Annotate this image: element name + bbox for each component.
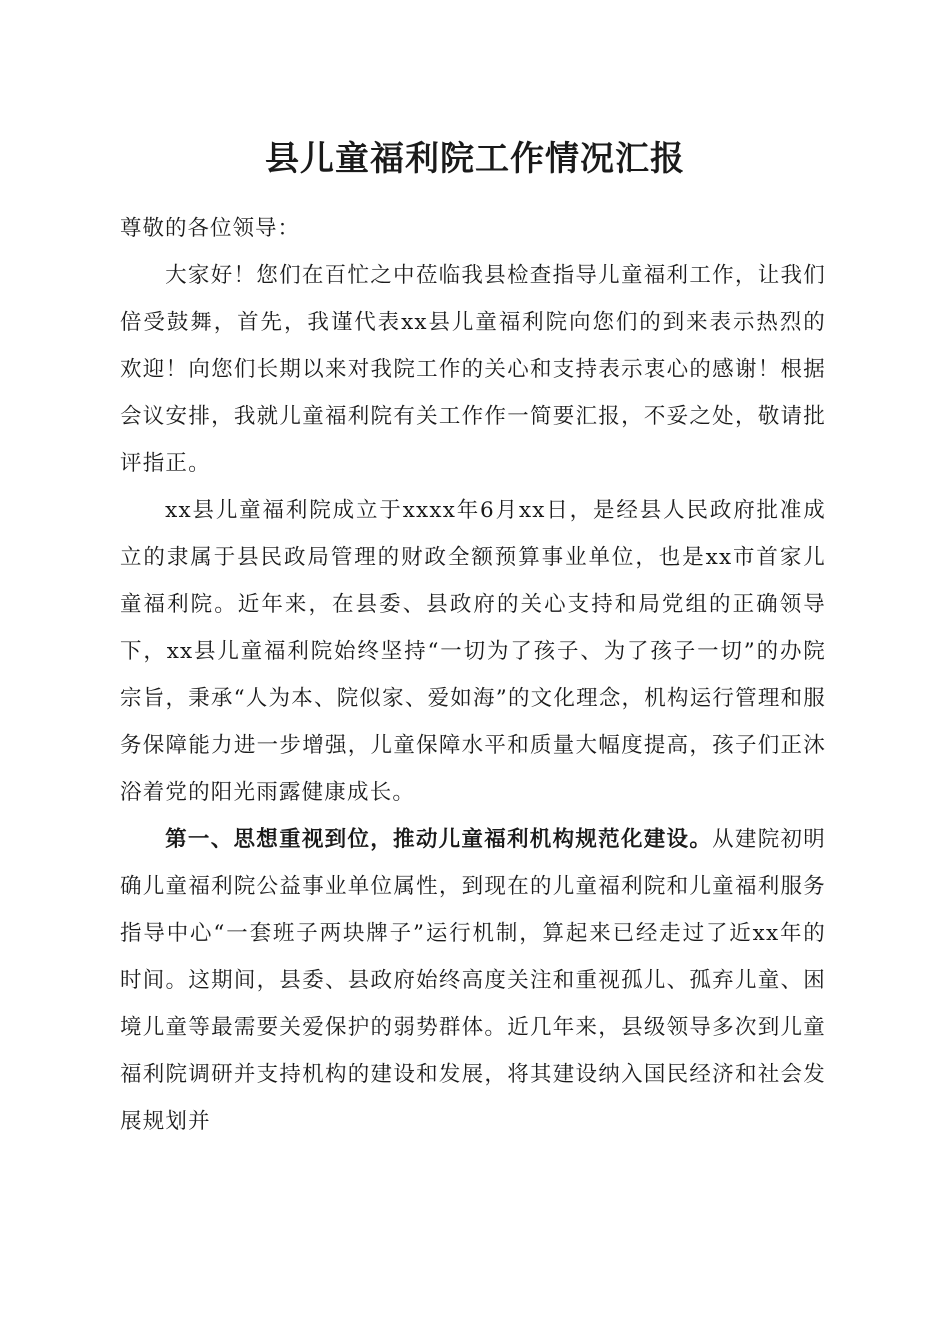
page-title: 县儿童福利院工作情况汇报: [265, 139, 685, 179]
paragraph-text: 大家好！您们在百忙之中莅临我县检查指导儿童福利工作，让我们倍受鼓舞，首先，我谨代表xx县儿童福利院向您们的到来表示热烈的欢迎！向您们长期以来对我院工作的关心和支持表示衷心的感谢！根据会议安排，我就儿童福利院有关工作作一简要汇报，不妥之处，敬请批评指正。: [120, 263, 826, 476]
paragraph-section-one: [120, 816, 826, 1145]
paragraph-introduction: [120, 487, 826, 816]
document-body: [120, 205, 826, 1145]
salutation: 尊敬的各位领导：: [120, 216, 301, 241]
paragraph-text: 从建院初明确儿童福利院公益事业单位属性，到现在的儿童福利院和儿童福利服务指导中心“一套班子两块牌子”运行机制，算起来已经走过了近xx年的时间。这期间，县委、县政府始终高度关注和重视孤儿、孤弃儿童、困境儿童等最需要关爱保护的弱势群体。近几年来，县级领导多次到儿童福利院调研并支持机构的建设和发展，将其建设纳入国民经济和社会发展规划并: [120, 827, 826, 1134]
paragraph-greeting: [120, 252, 826, 487]
paragraph-text: xx县儿童福利院成立于xxxx年6月xx日，是经县人民政府批准成立的隶属于县民政局管理的财政全额预算事业单位，也是xx市首家儿童福利院。近年来，在县委、县政府的关心支持和局党组的正确领导下，xx县儿童福利院始终坚持“一切为了孩子、为了孩子一切”的办院宗旨，秉承“人为本、院似家、爱如海”的文化理念，机构运行管理和服务保障能力进一步增强，儿童保障水平和质量大幅度提高，孩子们正沐浴着党的阳光雨露健康成长。: [120, 498, 826, 805]
section-heading: 第一、思想重视到位，推动儿童福利机构规范化建设。: [165, 827, 713, 852]
